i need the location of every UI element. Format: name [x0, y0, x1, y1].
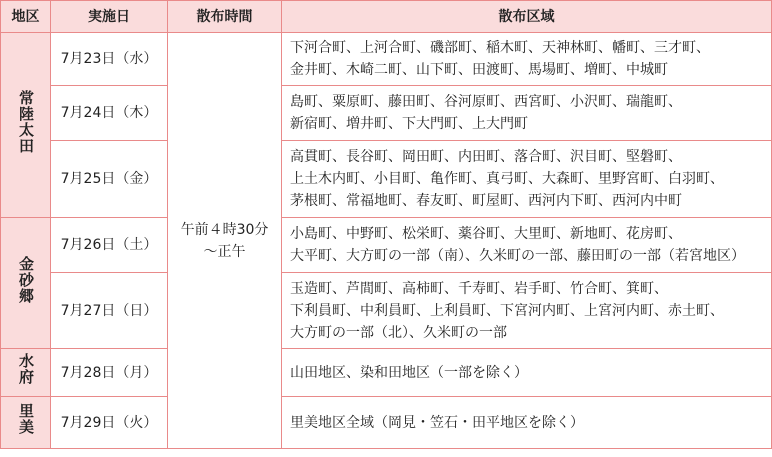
date-cell: 7月27日（日）	[51, 273, 168, 349]
region-label-suifu: 水府	[17, 353, 35, 385]
area-line: 上土木内町、小目町、亀作町、真弓町、大森町、里野宮町、白羽町、	[290, 171, 724, 187]
region-label-satomi: 里美	[17, 403, 35, 435]
area-line: 新宿町、増井町、下大門町、上大門町	[290, 116, 528, 132]
date-cell: 7月29日（火）	[51, 397, 168, 449]
area-line: 下河合町、上河合町、磯部町、稲木町、天神林町、幡町、三才町、	[290, 40, 710, 56]
time-line-1: 午前４時30分	[180, 221, 269, 238]
area-cell	[282, 273, 772, 349]
area-cell	[282, 86, 772, 141]
area-line: 大平町、大方町の一部（南）、久米町の一部、藤田町の一部（若宮地区）	[290, 248, 745, 264]
header-region: 地区	[1, 1, 51, 33]
header-time: 散布時間	[168, 1, 282, 33]
table-row	[1, 218, 772, 273]
region-cell-suifu	[1, 349, 51, 397]
area-cell	[282, 349, 772, 397]
table-row	[1, 273, 772, 349]
table-row	[1, 397, 772, 449]
time-line-2: ～正午	[203, 243, 246, 260]
area-cell	[282, 33, 772, 86]
date-cell: 7月28日（月）	[51, 349, 168, 397]
table-row	[1, 349, 772, 397]
area-line: 大方町の一部（北）、久米町の一部	[290, 324, 507, 341]
date-cell: 7月26日（土）	[51, 218, 168, 273]
area-line: 島町、粟原町、藤田町、谷河原町、西宮町、小沢町、瑞龍町、	[290, 94, 682, 110]
region-cell-kanasago	[1, 218, 51, 349]
region-label-hitachiota: 常陸太田	[17, 89, 35, 154]
time-cell	[168, 33, 282, 449]
area-line: 高貫町、長谷町、岡田町、内田町、落合町、沢目町、堅磐町、	[290, 149, 682, 165]
area-cell	[282, 141, 772, 218]
area-line: 茅根町、常福地町、春友町、町屋町、西河内下町、西河内中町	[290, 193, 682, 209]
area-line: 金井町、木崎二町、山下町、田渡町、馬場町、増町、中城町	[290, 62, 668, 78]
area-line: 山田地区、染和田地区（一部を除く）	[290, 364, 528, 381]
area-cell	[282, 218, 772, 273]
table-row	[1, 86, 772, 141]
table-row	[1, 33, 772, 86]
region-label-kanasago: 金砂郷	[17, 255, 35, 304]
area-line: 下利員町、中利員町、上利員町、下宮河内町、上宮河内町、赤土町、	[290, 302, 724, 319]
date-cell: 7月25日（金）	[51, 141, 168, 218]
area-line: 里美地区全域（岡見・笠石・田平地区を除く）	[290, 414, 584, 431]
header-area: 散布区域	[282, 1, 772, 33]
area-cell	[282, 397, 772, 449]
area-line: 玉造町、芦間町、高柿町、千寿町、岩手町、竹合町、箕町、	[290, 280, 668, 297]
header-row	[1, 1, 772, 33]
region-cell-hitachiota	[1, 33, 51, 218]
date-cell: 7月23日（水）	[51, 33, 168, 86]
table-row	[1, 141, 772, 218]
date-cell: 7月24日（木）	[51, 86, 168, 141]
region-cell-satomi	[1, 397, 51, 449]
header-date: 実施日	[51, 1, 168, 33]
area-line: 小島町、中野町、松栄町、薬谷町、大里町、新地町、花房町、	[290, 226, 682, 242]
